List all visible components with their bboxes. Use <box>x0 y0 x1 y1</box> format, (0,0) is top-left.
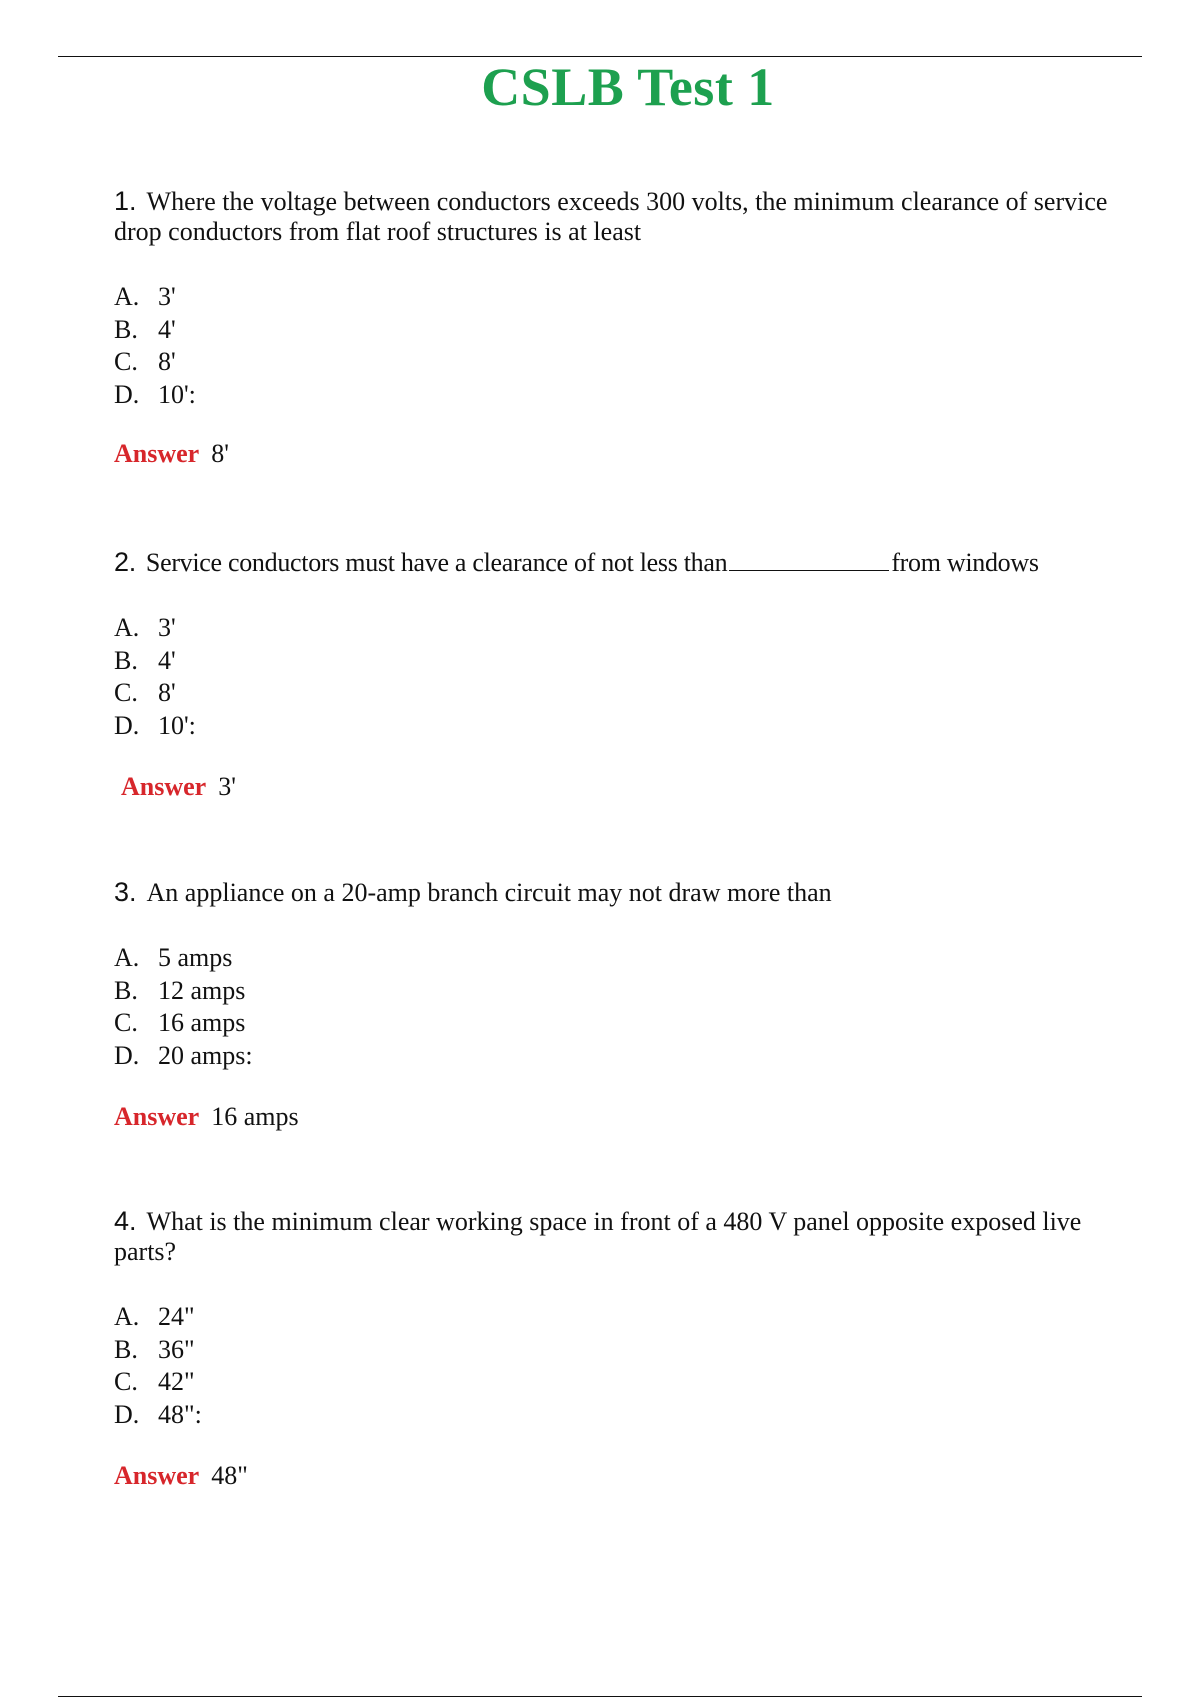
answer-label: Answer <box>114 1102 200 1131</box>
question-stem <box>114 186 1114 247</box>
option-list <box>114 612 1144 742</box>
answer-value: 8' <box>211 439 229 468</box>
option-text: 36" <box>158 1334 195 1364</box>
option-letter: D. <box>114 710 140 740</box>
option-letter: A. <box>114 1302 140 1331</box>
option-list <box>114 942 1114 1072</box>
question-stem <box>114 1206 1114 1267</box>
option-letter: B. <box>114 645 138 675</box>
answer-line <box>114 772 1144 802</box>
option-a <box>114 942 1114 975</box>
option-text: 20 amps: <box>158 1040 253 1070</box>
option-text: 24" <box>158 1302 195 1331</box>
option-text: 16 amps <box>158 1008 246 1037</box>
page-title: CSLB Test 1 <box>481 57 775 117</box>
answer-blank <box>729 548 889 571</box>
answer-value: 16 amps <box>211 1102 299 1131</box>
option-c <box>114 1007 1114 1040</box>
answer-label: Answer <box>121 772 207 801</box>
option-a <box>114 612 1144 645</box>
footer-rule <box>58 1696 1142 1697</box>
option-text: 5 amps <box>158 943 233 972</box>
option-text: 42" <box>158 1367 195 1396</box>
option-letter: C. <box>114 347 138 376</box>
answer-label: Answer <box>114 439 200 468</box>
option-text: 10': <box>158 710 196 740</box>
question-text: Service conductors must have a clearance of not less than <box>145 548 728 577</box>
question-4 <box>114 1206 1114 1491</box>
question-stem <box>114 547 1144 578</box>
question-text: What is the minimum clear working space in front of a 480 V panel opposite exposed live parts? <box>114 1207 1082 1266</box>
option-text: 3' <box>158 282 176 311</box>
option-letter: A. <box>114 613 140 642</box>
option-b <box>114 975 1114 1008</box>
question-text: Where the voltage between conductors exceeds 300 volts, the minimum clearance of service drop conductors from flat roof structures is at least <box>114 187 1108 246</box>
question-1 <box>114 186 1114 469</box>
option-a <box>114 281 1114 314</box>
option-letter: C. <box>114 1008 138 1037</box>
option-letter: D. <box>114 379 140 409</box>
question-2 <box>114 547 1144 802</box>
option-letter: C. <box>114 1367 138 1396</box>
option-letter: D. <box>114 1399 140 1429</box>
option-text: 4' <box>158 645 176 675</box>
option-c <box>114 1366 1114 1399</box>
option-text: 8' <box>158 678 176 707</box>
option-letter: B. <box>114 314 138 344</box>
option-text: 3' <box>158 613 176 642</box>
option-letter: C. <box>114 678 138 707</box>
option-c <box>114 677 1144 710</box>
option-b <box>114 1334 1114 1367</box>
option-letter: B. <box>114 1334 138 1364</box>
option-letter: A. <box>114 282 140 311</box>
option-list <box>114 281 1114 411</box>
option-letter: B. <box>114 975 138 1005</box>
option-b <box>114 314 1114 347</box>
option-letter: D. <box>114 1040 140 1070</box>
option-text: 48": <box>158 1399 202 1429</box>
question-number: 4. <box>114 1206 137 1236</box>
question-stem <box>114 877 1114 908</box>
answer-line <box>114 1461 1114 1491</box>
answer-line <box>114 439 1114 469</box>
answer-value: 3' <box>218 772 236 801</box>
option-d <box>114 710 1144 743</box>
option-d <box>114 1399 1114 1432</box>
question-number: 2. <box>114 547 136 577</box>
question-number: 3. <box>114 877 137 907</box>
answer-value: 48" <box>211 1461 248 1490</box>
option-text: 8' <box>158 347 176 376</box>
option-text: 10': <box>158 379 196 409</box>
answer-label: Answer <box>114 1461 200 1490</box>
question-3 <box>114 877 1114 1132</box>
option-c <box>114 346 1114 379</box>
option-b <box>114 645 1144 678</box>
option-text: 4' <box>158 314 176 344</box>
option-letter: A. <box>114 943 140 972</box>
question-text: An appliance on a 20-amp branch circuit may not draw more than <box>146 878 832 907</box>
question-number: 1. <box>114 186 137 216</box>
option-d <box>114 1040 1114 1073</box>
answer-line <box>114 1102 1114 1132</box>
question-text-after-blank: from windows <box>891 548 1039 577</box>
option-a <box>114 1301 1114 1334</box>
option-d <box>114 379 1114 412</box>
option-list <box>114 1301 1114 1431</box>
option-text: 12 amps <box>158 975 246 1005</box>
